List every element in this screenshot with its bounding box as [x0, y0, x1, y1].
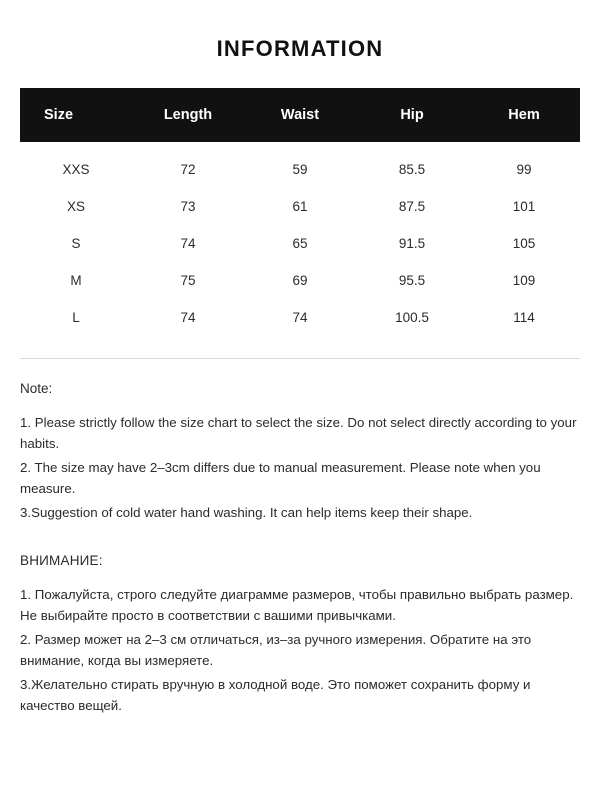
note-en-line-3: 3.Suggestion of cold water hand washing. It can help items keep their shape. [20, 505, 473, 520]
column-header-length: Length [132, 88, 244, 142]
column-header-hip: Hip [356, 88, 468, 142]
notes-en-heading: Note: [20, 381, 53, 396]
notes-ru-heading: ВНИМАНИЕ: [20, 553, 103, 568]
note-en-line-2: 2. The size may have 2–3cm differs due to manual measurement. Please note when you measure. [20, 460, 541, 496]
cell-length: 72 [180, 162, 196, 177]
cell-length: 74 [180, 310, 196, 325]
table-row [20, 225, 580, 262]
cell-waist: 61 [292, 199, 308, 214]
cell-hem: 99 [516, 162, 532, 177]
cell-size: S [71, 236, 81, 251]
cell-hip: 100.5 [395, 310, 429, 325]
notes-ru-block [20, 553, 580, 716]
table-row [20, 188, 580, 225]
cell-hem: 109 [512, 273, 536, 288]
table-header-row [20, 88, 580, 142]
cell-hem: 101 [512, 199, 536, 214]
column-header-waist: Waist [244, 88, 356, 142]
note-ru-line-1: 1. Пожалуйста, строго следуйте диаграмме размеров, чтобы правильно выбрать размер. Не выбирайте просто в соответствии с вашими привычками. [20, 587, 574, 623]
page-title: INFORMATION [216, 36, 384, 61]
cell-hem: 114 [513, 310, 535, 325]
cell-size: M [70, 273, 82, 288]
cell-length: 73 [180, 199, 196, 214]
cell-length: 75 [180, 273, 196, 288]
cell-size: XS [66, 199, 85, 214]
cell-waist: 74 [292, 310, 308, 325]
cell-hip: 91.5 [398, 236, 426, 251]
cell-size: XXS [62, 162, 90, 177]
table-header [20, 88, 580, 142]
note-ru-line-3: 3.Желательно стирать вручную в холодной воде. Это поможет сохранить форму и качество вещей. [20, 677, 531, 713]
cell-hip: 85.5 [398, 162, 426, 177]
cell-hip: 87.5 [398, 199, 426, 214]
cell-hem: 105 [512, 236, 536, 251]
table-body [20, 142, 580, 336]
column-header-hem: Hem [468, 88, 580, 142]
notes-section [20, 359, 580, 716]
cell-waist: 65 [292, 236, 308, 251]
cell-size: L [72, 310, 80, 325]
size-chart-table [20, 88, 580, 336]
cell-waist: 69 [292, 273, 308, 288]
cell-waist: 59 [292, 162, 308, 177]
cell-length: 74 [180, 236, 196, 251]
cell-hip: 95.5 [398, 273, 426, 288]
note-en-line-1: 1. Please strictly follow the size chart to select the size. Do not select directly according to your habits. [20, 415, 577, 451]
column-header-size: Size [20, 88, 132, 142]
table-row [20, 262, 580, 299]
table-row [20, 142, 580, 188]
table-row [20, 299, 580, 336]
note-ru-line-2: 2. Размер может на 2–3 см отличаться, из–за ручного измерения. Обратите на это внимание, когда вы измеряете. [20, 632, 532, 668]
